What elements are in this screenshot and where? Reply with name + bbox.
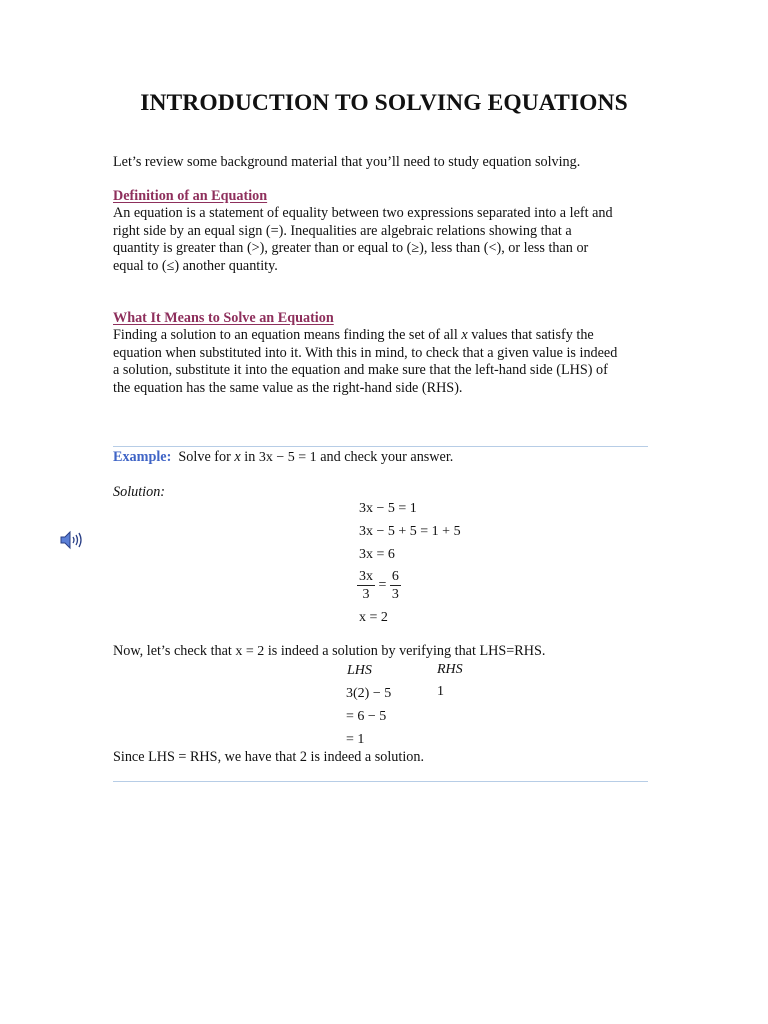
lhs-label: LHS <box>347 663 372 678</box>
definition-line: quantity is greater than (>), greater than or equal to (≥), less than (<), or less than or <box>113 240 589 257</box>
definition-line: right side by an equal sign (=). Inequalities are algebraic relations showing that a <box>113 222 572 239</box>
page-title: INTRODUCTION TO SOLVING EQUATIONS <box>140 90 628 116</box>
check-statement: Now, let’s check that x = 2 is indeed a solution by verifying that LHS=RHS. <box>113 643 546 659</box>
speaker-icon[interactable] <box>58 530 86 550</box>
rhs-label: RHS <box>437 662 463 677</box>
divider-top <box>113 446 648 447</box>
solve-line: equation when substituted into it. With this in mind, to check that a given value is indeed <box>113 344 618 361</box>
step-3: 3x = 6 <box>359 547 395 562</box>
lhs-step: = 1 <box>346 732 365 747</box>
divider-bottom <box>113 781 648 782</box>
solve-line: the equation has the same value as the right-hand side (RHS). <box>113 379 463 396</box>
example-label: Example: <box>113 449 172 465</box>
check-equation: x = 2 <box>235 644 265 659</box>
solve-heading: What It Means to Solve an Equation <box>113 310 334 326</box>
definition-line: equal to (≤) another quantity. <box>113 257 278 274</box>
example-statement: Example: Solve for x in 3x − 5 = 1 and check your answer. <box>113 449 454 465</box>
conclusion: Since LHS = RHS, we have that 2 is indeed a solution. <box>113 749 425 765</box>
step-5: x = 2 <box>359 610 388 625</box>
solve-paragraph <box>113 327 658 397</box>
definition-heading: Definition of an Equation <box>113 188 268 204</box>
lhs-step: = 6 − 5 <box>346 709 387 724</box>
solution-label: Solution: <box>113 484 166 500</box>
fraction-left: $\frac{3x}{3}$ <box>359 569 373 602</box>
step-4-fraction: $\frac{3x}{3}$ = $\frac{6}{3}$ <box>359 569 399 602</box>
step-2: 3x − 5 + 5 = 1 + 5 <box>359 524 461 539</box>
intro-paragraph: Let’s review some background material that you’ll need to study equation solving. <box>113 154 581 170</box>
solve-line: a solution, substitute it into the equation and make sure that the left-hand side (LHS) of <box>113 362 608 379</box>
rhs-value: 1 <box>437 684 444 699</box>
fraction-right: $\frac{6}{3}$ <box>391 569 399 602</box>
definition-paragraph <box>113 205 658 275</box>
lhs-step: 3(2) − 5 <box>346 686 392 701</box>
example-equation: 3x − 5 = 1 <box>258 450 317 465</box>
step-1: 3x − 5 = 1 <box>359 501 417 516</box>
definition-line: An equation is a statement of equality between two expressions separated into a left and <box>113 205 613 221</box>
solve-line: Finding a solution to an equation means finding the set of all x values that satisfy the <box>113 327 594 343</box>
